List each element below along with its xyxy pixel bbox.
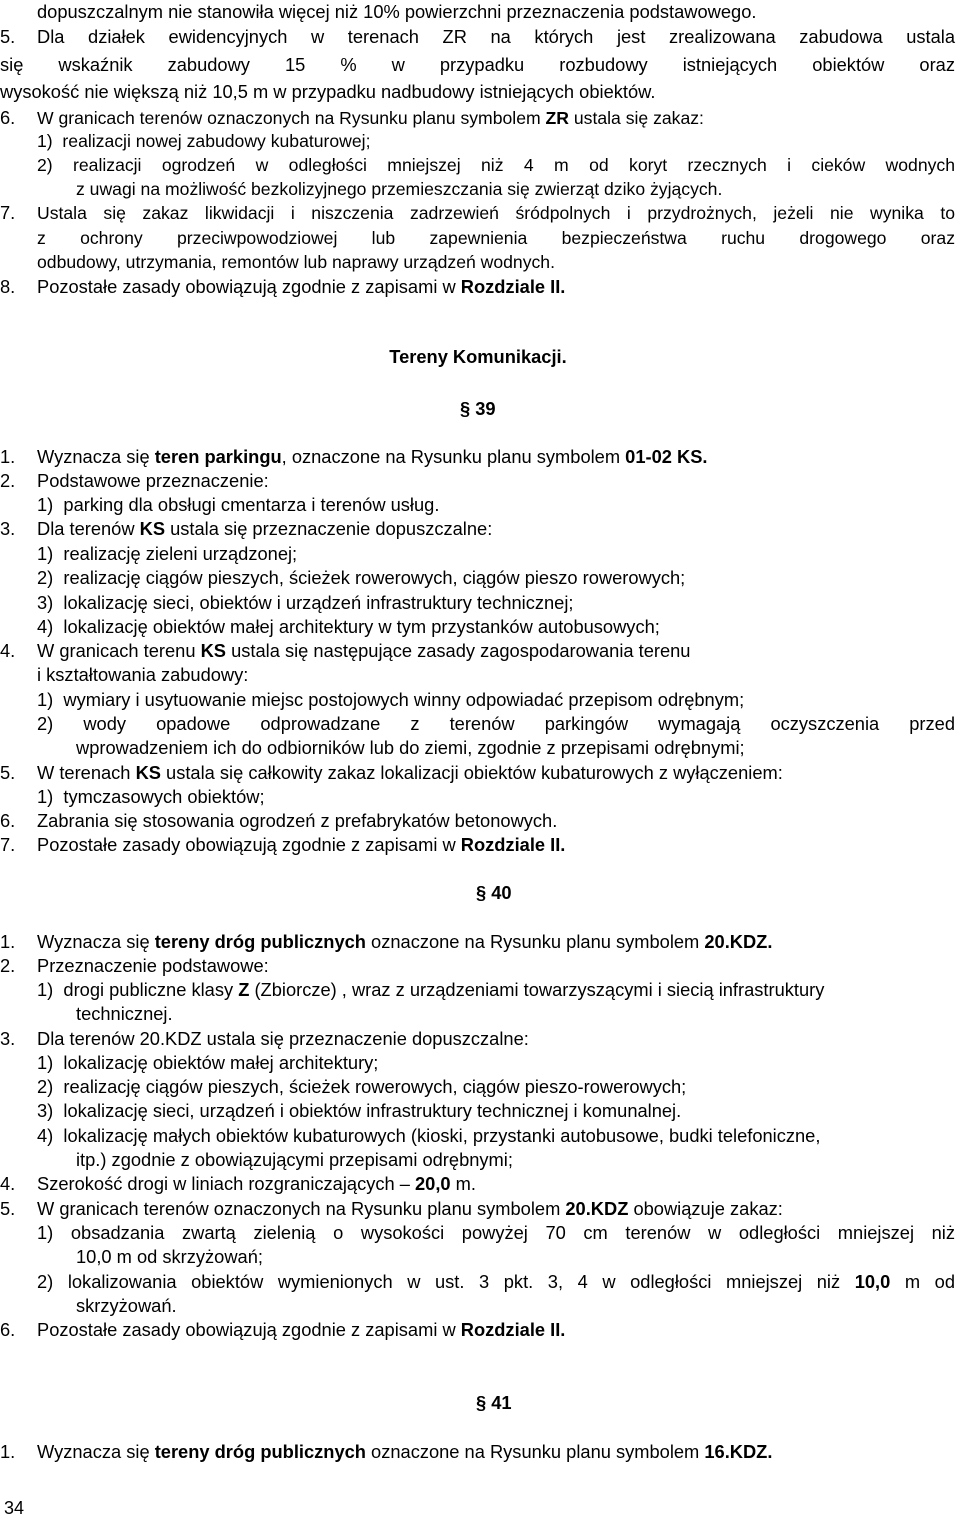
paragraph-line: Wyznacza się tereny dróg publicznych oznaczone na Rysunku planu symbolem 16.KDZ. xyxy=(37,1441,773,1462)
paragraph-line: Szerokość drogi w liniach rozgraniczających – 20,0 m. xyxy=(37,1173,476,1194)
paragraph-line: Wyznacza się tereny dróg publicznych oznaczone na Rysunku planu symbolem 20.KDZ. xyxy=(37,931,773,952)
list-item: 2) realizację ciągów pieszych, ścieżek rowerowych, ciągów pieszo-rowerowych; xyxy=(37,1076,687,1097)
list-item: wprowadzeniem ich do odbiorników lub do ziemi, zgodnie z przepisami odrębnymi; xyxy=(76,737,745,758)
paragraph-line: i kształtowania zabudowy: xyxy=(37,664,249,685)
list-item: 2) lokalizowania obiektów wymienionych w ust. 3 pkt. 3, 4 w odległości mniejszej niż 10,0 m od xyxy=(37,1271,955,1292)
paragraph-line: Pozostałe zasady obowiązują zgodnie z zapisami w Rozdziale II. xyxy=(37,276,566,297)
paragraph-line: Pozostałe zasady obowiązują zgodnie z zapisami w Rozdziale II. xyxy=(37,1319,566,1340)
paragraph-number: 1. xyxy=(0,446,16,467)
section-sign-icon: § xyxy=(476,882,487,903)
paragraph-number: 3. xyxy=(0,1028,16,1049)
list-item: 10,0 m od skrzyżowań; xyxy=(76,1246,263,1267)
list-item: 1) wymiary i usytuowanie miejsc postojowych winny odpowiadać przepisom odrębnym; xyxy=(37,689,745,710)
list-item: 1) realizację zieleni urządzonej; xyxy=(37,543,298,564)
paragraph-line: Ustala się zakaz likwidacji i niszczenia zadrzewień śródpolnych i przydrożnych, jeżeli nie wynika to xyxy=(37,203,955,223)
paragraph-line: W granicach terenów oznaczonych na Rysunku planu symbolem 20.KDZ obowiązuje zakaz: xyxy=(37,1198,783,1219)
section-sign-icon: § xyxy=(476,1392,487,1413)
paragraph-line: Pozostałe zasady obowiązują zgodnie z zapisami w Rozdziale II. xyxy=(37,834,566,855)
paragraph-line: Dla terenów 20.KDZ ustala się przeznaczenie dopuszczalne: xyxy=(37,1028,529,1049)
paragraph-number: 5. xyxy=(0,26,16,47)
section-heading: Tereny Komunikacji. xyxy=(389,346,567,367)
paragraph-number: 8. xyxy=(0,276,16,297)
paragraph-number: 6. xyxy=(0,107,16,128)
paragraph-number: 2. xyxy=(0,955,16,976)
page-number: 34 xyxy=(4,1498,25,1518)
paragraph-number: 1. xyxy=(0,931,16,952)
list-item: 2) realizację ciągów pieszych, ścieżek rowerowych, ciągów pieszo rowerowych; xyxy=(37,567,686,588)
paragraph-line: Zabrania się stosowania ogrodzeń z prefabrykatów betonowych. xyxy=(37,810,558,831)
paragraph-line: Dla działek ewidencyjnych w terenach ZR na których jest zrealizowana zabudowa ustala xyxy=(37,26,955,47)
list-item: 1) lokalizację obiektów małej architektury; xyxy=(37,1052,379,1073)
paragraph-number: 6. xyxy=(0,810,16,831)
paragraph-line: W granicach terenów oznaczonych na Rysunku planu symbolem ZR ustala się zakaz: xyxy=(37,108,704,128)
paragraph-number: 3. xyxy=(0,518,16,539)
paragraph-line: Wyznacza się teren parkingu, oznaczone na Rysunku planu symbolem 01-02 KS. xyxy=(37,446,708,467)
section-number: § 40 xyxy=(476,882,512,903)
list-item: technicznej. xyxy=(76,1003,173,1024)
paragraph-number: 4. xyxy=(0,640,16,661)
paragraph-number: 1. xyxy=(0,1441,16,1462)
list-item: itp.) zgodnie z obowiązującymi przepisami odrębnymi; xyxy=(76,1149,513,1170)
paragraph-number: 2. xyxy=(0,470,16,491)
section-sign-icon: § xyxy=(460,398,471,419)
list-item: 1) realizacji nowej zabudowy kubaturowej; xyxy=(37,131,371,151)
paragraph-number: 7. xyxy=(0,202,16,223)
list-item: 4) lokalizację małych obiektów kubaturowych (kioski, przystanki autobusowe, budki telefoniczne, xyxy=(37,1125,821,1146)
list-item: 1) drogi publiczne klasy Z (Zbiorcze) , wraz z urządzeniami towarzyszącymi i siecią infrastruktury xyxy=(37,979,825,1000)
list-item: 4) lokalizację obiektów małej architektury w tym przystanków autobusowych; xyxy=(37,616,660,637)
paragraph-line: Dla terenów KS ustala się przeznaczenie dopuszczalne: xyxy=(37,518,493,539)
list-item: z uwagi na możliwość bezkolizyjnego przemieszczania się zwierząt dziko żyjących. xyxy=(76,179,723,199)
list-item: 3) lokalizację sieci, obiektów i urządzeń infrastruktury technicznej; xyxy=(37,592,574,613)
paragraph-line: dopuszczalnym nie stanowiła więcej niż 10% powierzchni przeznaczenia podstawowego. xyxy=(37,1,757,22)
list-item: 2) wody opadowe odprowadzane z terenów parkingów wymagają oczyszczenia przed xyxy=(37,713,955,734)
paragraph-line: wysokość nie większą niż 10,5 m w przypadku nadbudowy istniejących obiektów. xyxy=(0,81,656,102)
list-item: 1) tymczasowych obiektów; xyxy=(37,786,265,807)
paragraph-line: z ochrony przeciwpowodziowej lub zapewnienia bezpieczeństwa ruchu drogowego oraz xyxy=(37,228,955,248)
paragraph-line: Przeznaczenie podstawowe: xyxy=(37,955,269,976)
paragraph-line: się wskaźnik zabudowy 15 % w przypadku rozbudowy istniejących obiektów oraz xyxy=(0,54,955,75)
section-number: § 39 xyxy=(460,398,496,419)
paragraph-line: odbudowy, utrzymania, remontów lub naprawy urządzeń wodnych. xyxy=(37,252,555,272)
paragraph-number: 7. xyxy=(0,834,16,855)
list-item: 1) parking dla obsługi cmentarza i terenów usług. xyxy=(37,494,440,515)
list-item: 3) lokalizację sieci, urządzeń i obiektów infrastruktury technicznej i komunalnej. xyxy=(37,1100,682,1121)
paragraph-number: 6. xyxy=(0,1319,16,1340)
paragraph-line: Podstawowe przeznaczenie: xyxy=(37,470,269,491)
paragraph-number: 5. xyxy=(0,762,16,783)
paragraph-line: W granicach terenu KS ustala się następujące zasady zagospodarowania terenu xyxy=(37,640,691,661)
list-item: skrzyżowań. xyxy=(76,1295,177,1316)
paragraph-number: 4. xyxy=(0,1173,16,1194)
paragraph-line: W terenach KS ustala się całkowity zakaz lokalizacji obiektów kubaturowych z wyłączeniem: xyxy=(37,762,783,783)
section-number: § 41 xyxy=(476,1392,512,1413)
list-item: 2) realizacji ogrodzeń w odległości mniejszej niż 4 m od koryt rzecznych i cieków wodnych xyxy=(37,155,955,175)
paragraph-number: 5. xyxy=(0,1198,16,1219)
list-item: 1) obsadzania zwartą zielenią o wysokości powyżej 70 cm terenów w odległości mniejszej niż xyxy=(37,1222,955,1243)
